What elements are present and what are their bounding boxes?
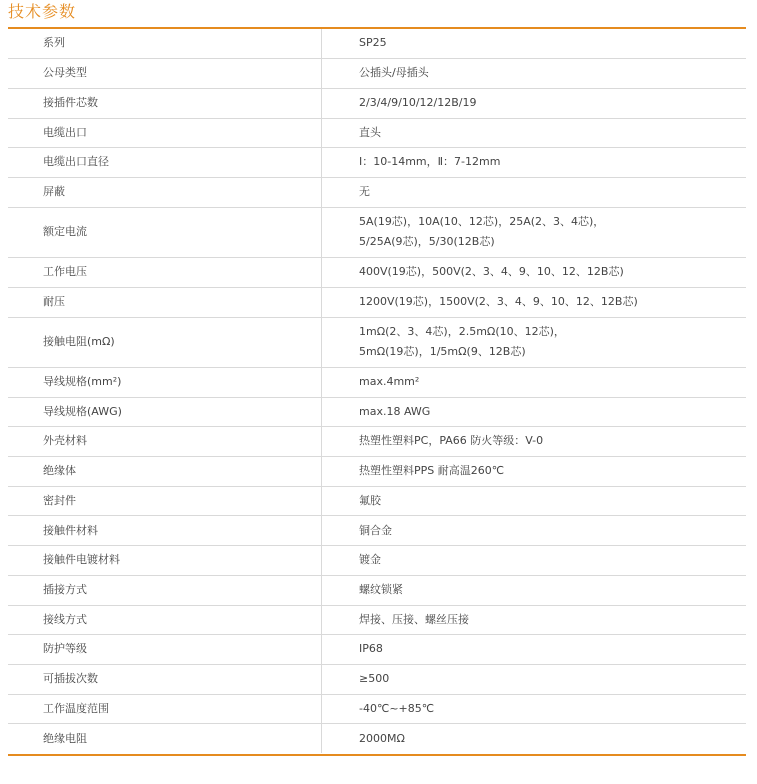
spec-value [322,575,747,605]
spec-row [8,694,746,724]
spec-row [8,88,746,118]
spec-row [8,457,746,487]
spec-value-line: 5mΩ(19芯)，1/5mΩ(9、12B芯) [359,345,526,359]
spec-value-line: 镀金 [359,553,381,567]
spec-row [8,368,746,398]
spec-row [8,177,746,207]
spec-row [8,635,746,665]
spec-value [322,148,747,178]
spec-value-line: 热塑性塑料PC，PA66 防火等级：V-0 [359,434,544,448]
spec-value [322,724,747,754]
spec-value-line: 焊接、压接、螺丝压接 [359,612,469,626]
spec-label: 接触件材料 [8,516,322,546]
spec-label: 接插件芯数 [8,88,322,118]
spec-value [322,258,747,288]
spec-value-line: 无 [359,185,370,199]
spec-label: 接触电阻(mΩ) [8,317,322,368]
spec-value-line: 螺纹锁紧 [359,582,403,596]
spec-row [8,397,746,427]
spec-value-line: -40℃~+85℃ [359,701,435,715]
spec-label: 屏蔽 [8,177,322,207]
spec-label: 防护等级 [8,635,322,665]
spec-value [322,427,747,457]
spec-row [8,575,746,605]
spec-label: 导线规格(mm²) [8,368,322,398]
spec-value-line: 铜合金 [359,523,392,537]
spec-row [8,258,746,288]
spec-value-line: IP68 [359,642,383,656]
spec-row [8,724,746,754]
spec-value-line: 热塑性塑料PPS 耐高温260℃ [359,464,505,478]
spec-value-line: 2000MΩ [359,731,405,745]
spec-value [322,207,747,258]
spec-value [322,397,747,427]
spec-label: 公母类型 [8,59,322,89]
spec-row [8,59,746,89]
spec-value-line: max.4mm² [359,375,420,389]
spec-value [322,694,747,724]
spec-value-line: max.18 AWG [359,404,431,418]
spec-value [322,368,747,398]
spec-value-line: 1200V(19芯)，1500V(2、3、4、9、10、12、12B芯) [359,294,638,308]
spec-value [322,118,747,148]
spec-label: 电缆出口直径 [8,148,322,178]
spec-table [8,29,746,753]
spec-value-line: 氟胶 [359,493,381,507]
spec-row [8,427,746,457]
spec-label: 外壳材料 [8,427,322,457]
spec-value [322,486,747,516]
spec-row [8,207,746,258]
spec-row [8,605,746,635]
spec-value [322,177,747,207]
spec-value-line: 5/25A(9芯)，5/30(12B芯) [359,235,495,249]
spec-label: 导线规格(AWG) [8,397,322,427]
spec-label: 耐压 [8,287,322,317]
spec-label: 绝缘体 [8,457,322,487]
spec-value-line: SP25 [359,36,387,50]
spec-value [322,635,747,665]
spec-value [322,457,747,487]
spec-value-line: 公插头/母插头 [359,66,429,80]
spec-value [322,664,747,694]
spec-value-line: 5A(19芯)，10A(10、12芯)，25A(2、3、4芯)， [359,214,605,228]
spec-row [8,148,746,178]
spec-value [322,29,747,59]
spec-value [322,546,747,576]
spec-value-line: 直头 [359,125,381,139]
spec-row [8,546,746,576]
spec-label: 接线方式 [8,605,322,635]
spec-row [8,317,746,368]
spec-row [8,118,746,148]
spec-label: 接触件电镀材料 [8,546,322,576]
spec-row [8,516,746,546]
spec-label: 工作温度范围 [8,694,322,724]
bottom-divider [8,754,746,756]
spec-label: 电缆出口 [8,118,322,148]
spec-value-line: Ⅰ：10-14mm，Ⅱ：7-12mm [359,155,501,169]
spec-row [8,29,746,59]
spec-label: 密封件 [8,486,322,516]
spec-row [8,287,746,317]
spec-value [322,605,747,635]
spec-value [322,287,747,317]
spec-value-line: 1mΩ(2、3、4芯)，2.5mΩ(10、12芯)， [359,324,565,338]
spec-value [322,59,747,89]
spec-label: 绝缘电阻 [8,724,322,754]
spec-value [322,88,747,118]
spec-value-line: ≥500 [359,671,390,685]
spec-label: 可插拔次数 [8,664,322,694]
spec-value-line: 2/3/4/9/10/12/12B/19 [359,95,477,109]
spec-value-line: 400V(19芯)，500V(2、3、4、9、10、12、12B芯) [359,265,624,279]
spec-label: 系列 [8,29,322,59]
spec-row [8,664,746,694]
spec-row [8,486,746,516]
spec-value [322,317,747,368]
spec-label: 额定电流 [8,207,322,258]
spec-label: 插接方式 [8,575,322,605]
section-title: 技术参数 [8,2,77,21]
spec-label: 工作电压 [8,258,322,288]
spec-value [322,516,747,546]
